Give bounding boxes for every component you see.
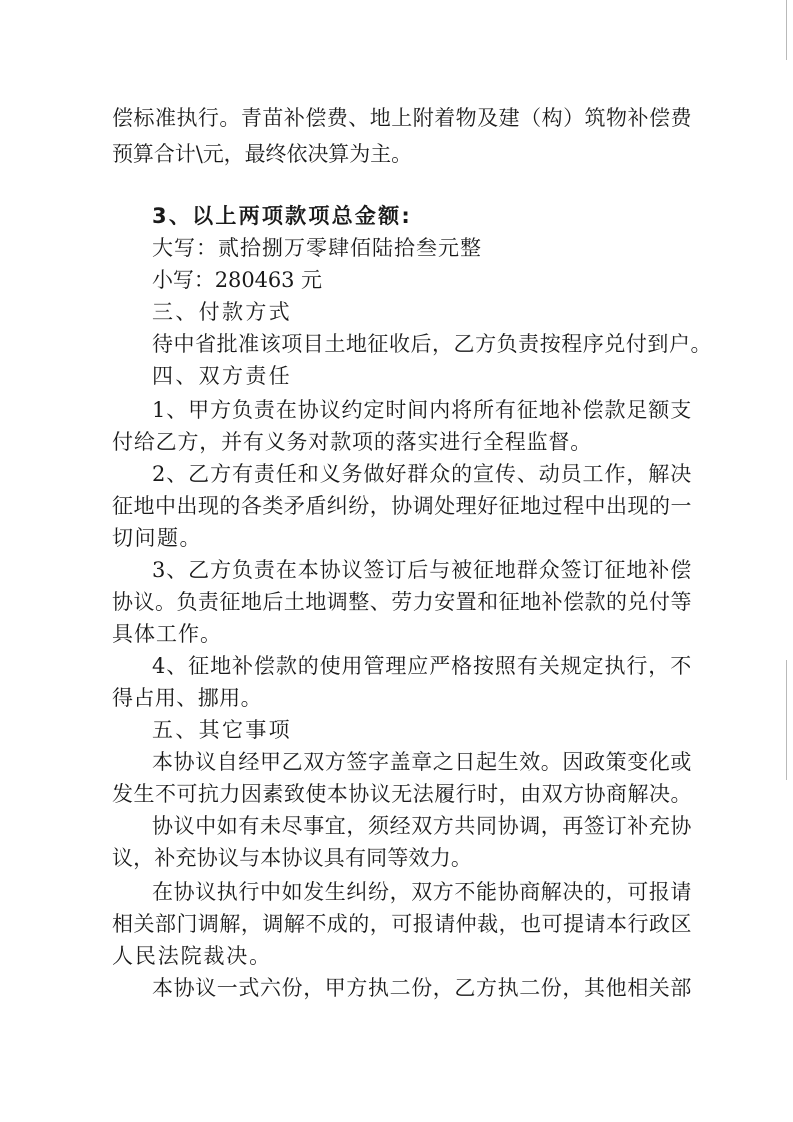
section-heading-responsibilities: 四、双方责任 — [152, 364, 292, 388]
scan-edge-mark — [786, 660, 787, 780]
text-line: 偿标准执行。青苗补偿费、地上附着物及建（构）筑物补偿费 — [112, 106, 692, 130]
text-line: 人民法院裁决。 — [112, 944, 273, 968]
text-line: 相关部门调解，调解不成的，可报请仲裁，也可提请本行政区 — [112, 912, 692, 936]
text-line: 具体工作。 — [112, 622, 222, 646]
text-line: 协议。负责征地后土地调整、劳力安置和征地补偿款的兑付等 — [112, 590, 692, 614]
text-line: 本协议一式六份，甲方执二份，乙方执二份，其他相关部 — [152, 976, 692, 1000]
scan-edge-mark — [786, 0, 787, 60]
text-line: 待中省批准该项目土地征收后，乙方负责按程序兑付到户。 — [152, 332, 713, 356]
text-line: 发生不可抗力因素致使本协议无法履行时，由双方协商解决。 — [112, 782, 692, 806]
section-heading-other-matters: 五、其它事项 — [152, 718, 292, 742]
text-line: 切问题。 — [112, 526, 202, 550]
text-line: 1、甲方负责在协议约定时间内将所有征地补偿款足额支 — [152, 398, 693, 422]
amount-in-figures: 小写：280463 元 — [152, 268, 322, 292]
text-line: 预算合计\元，最终依决算为主。 — [112, 142, 413, 166]
text-line: 4、征地补偿款的使用管理应严格按照有关规定执行，不 — [152, 654, 693, 678]
text-line: 征地中出现的各类矛盾纠纷，协调处理好征地过程中出现的一 — [112, 494, 692, 518]
text-line: 得占用、挪用。 — [112, 686, 263, 710]
text-line: 付给乙方，并有义务对款项的落实进行全程监督。 — [112, 430, 593, 454]
section-heading-total-amount: 3、以上两项款项总金额: — [152, 204, 413, 228]
amount-in-words: 大写：贰拾捌万零肆佰陆拾叁元整 — [152, 236, 482, 260]
text-line: 2、乙方有责任和义务做好群众的宣传、动员工作，解决 — [152, 462, 693, 486]
text-line: 议，补充协议与本协议具有同等效力。 — [112, 846, 473, 870]
text-line: 3、乙方负责在本协议签订后与被征地群众签订征地补偿 — [152, 558, 693, 582]
section-heading-payment: 三、付款方式 — [152, 300, 292, 324]
text-line: 本协议自经甲乙双方签字盖章之日起生效。因政策变化或 — [152, 750, 692, 774]
text-line: 在协议执行中如发生纠纷，双方不能协商解决的，可报请 — [152, 880, 692, 904]
text-line: 协议中如有未尽事宜，须经双方共同协调，再签订补充协 — [152, 814, 692, 838]
